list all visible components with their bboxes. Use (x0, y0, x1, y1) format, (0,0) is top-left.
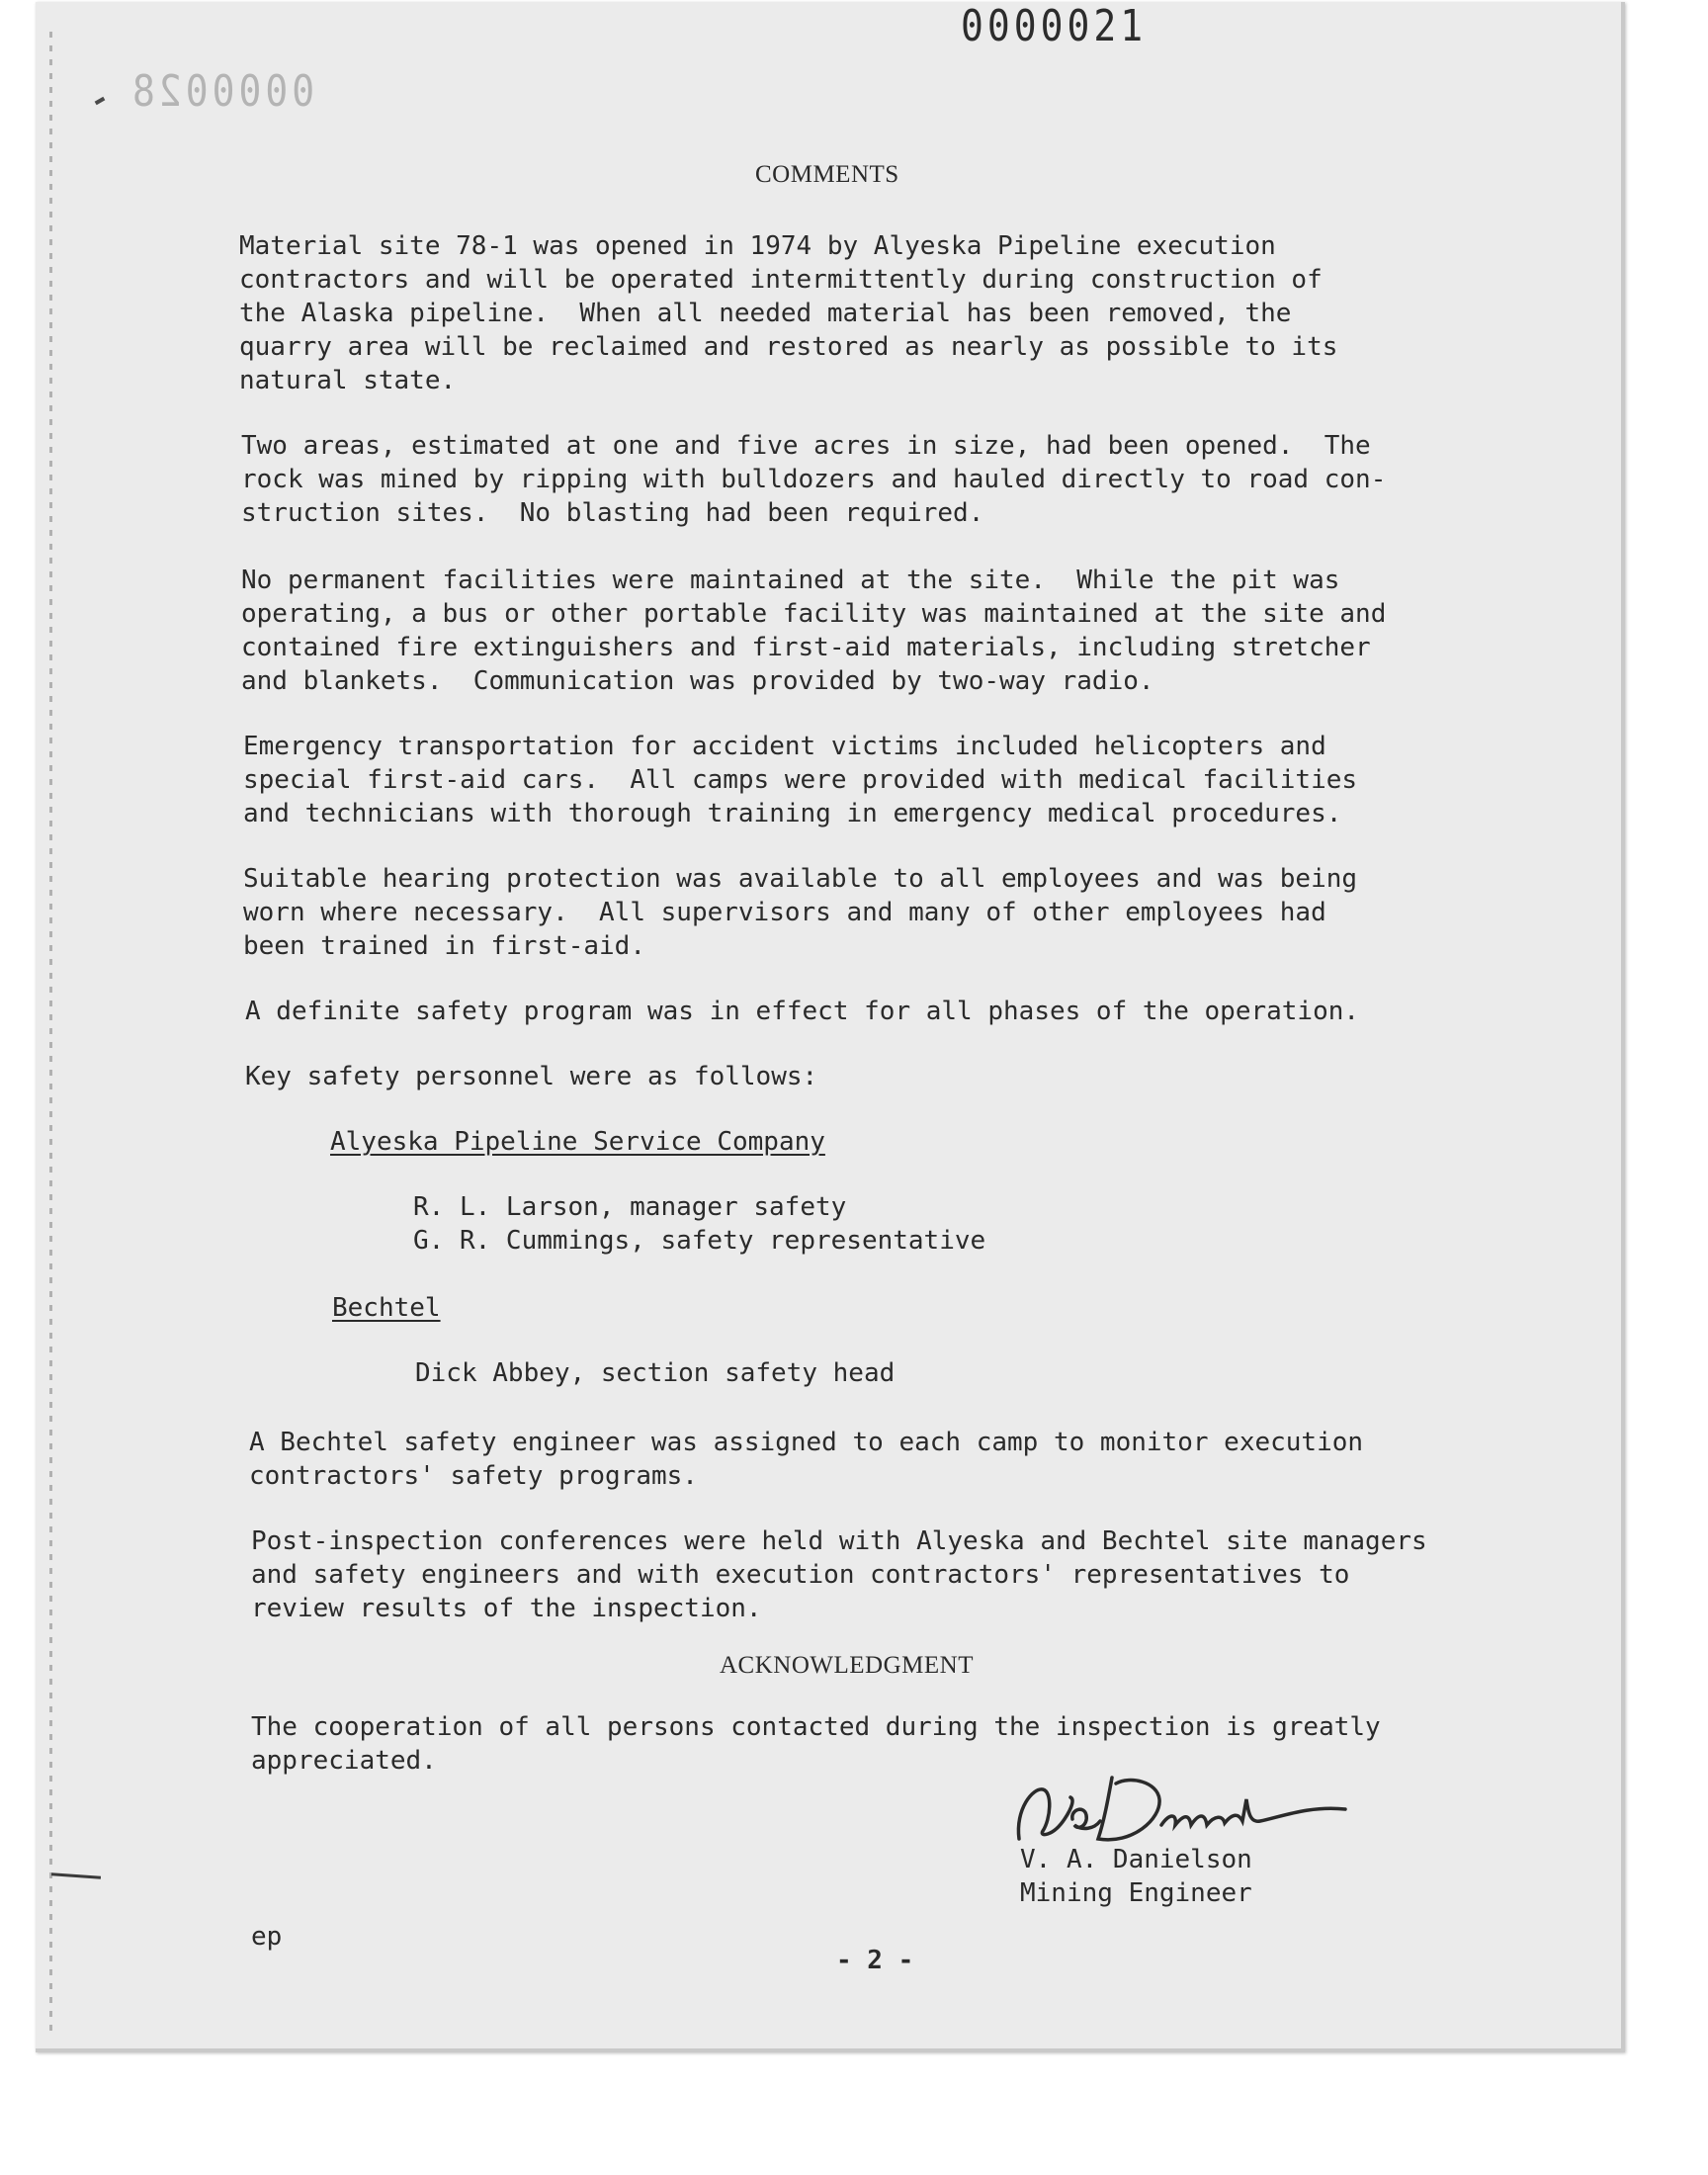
paragraph-3-line-3: contained fire extinguishers and first-aid materials, including stretcher (241, 633, 1371, 662)
bechtel-heading: Bechtel (332, 1293, 441, 1323)
paragraph-7: Key safety personnel were as follows: (245, 1062, 818, 1091)
paragraph-3-line-2: operating, a bus or other portable facility was maintained at the site and (241, 599, 1387, 629)
paragraph-4-line-1: Emergency transportation for accident victims included helicopters and (243, 732, 1326, 761)
document-number-stamp: 0000021 (961, 0, 1148, 51)
paragraph-1-line-2: contractors and will be operated intermittently during construction of (239, 265, 1323, 295)
alyeska-person-1: R. L. Larson, manager safety (413, 1192, 847, 1222)
paragraph-5-line-2: worn where necessary. All supervisors and many of other employees had (243, 898, 1326, 927)
paragraph-1-line-5: natural state. (239, 366, 457, 395)
paragraph-3-line-4: and blankets. Communication was provided by two-way radio. (241, 666, 1154, 696)
signer-name: V. A. Danielson (1020, 1845, 1252, 1874)
paragraph-1-line-4: quarry area will be reclaimed and restored as nearly as possible to its (239, 332, 1338, 362)
paragraph-5-line-3: been trained in first-aid. (243, 931, 645, 961)
page-number: - 2 - (836, 1946, 914, 1975)
typist-initials: ep (251, 1922, 283, 1952)
comments-heading: COMMENTS (755, 161, 899, 188)
paragraph-2-line-2: rock was mined by ripping with bulldozers and hauled directly to road con- (241, 465, 1387, 494)
acknowledgment-heading: ACKNOWLEDGMENT (720, 1652, 974, 1679)
bechtel-person-1: Dick Abbey, section safety head (415, 1358, 896, 1388)
paragraph-4-line-2: special first-aid cars. All camps were provided with medical facilities (243, 765, 1358, 795)
paragraph-4-line-3: and technicians with thorough training in emergency medical procedures. (243, 799, 1342, 828)
alyeska-person-2: G. R. Cummings, safety representative (413, 1226, 986, 1256)
paragraph-9-line-1: Post-inspection conferences were held with Alyeska and Bechtel site managers (251, 1526, 1427, 1556)
scan-edge-marks (49, 32, 52, 2039)
paragraph-9-line-2: and safety engineers and with execution contractors' representatives to (251, 1560, 1350, 1590)
signer-title: Mining Engineer (1020, 1878, 1252, 1908)
alyeska-heading: Alyeska Pipeline Service Company (330, 1127, 825, 1157)
acknowledgment-line-1: The cooperation of all persons contacted during the inspection is greatly (251, 1712, 1381, 1742)
paragraph-2-line-1: Two areas, estimated at one and five acres in size, had been opened. The (241, 431, 1371, 461)
paragraph-2-line-3: struction sites. No blasting had been required. (241, 498, 984, 528)
paragraph-3-line-1: No permanent facilities were maintained at the site. While the pit was (241, 566, 1340, 595)
handwritten-signature (1013, 1770, 1389, 1849)
paragraph-1-line-1: Material site 78-1 was opened in 1974 by Alyeska Pipeline execution (239, 231, 1276, 261)
paragraph-6: A definite safety program was in effect for all phases of the operation. (245, 997, 1360, 1026)
paragraph-9-line-3: review results of the inspection. (251, 1594, 762, 1623)
paragraph-8-line-1: A Bechtel safety engineer was assigned to each camp to monitor execution (249, 1428, 1364, 1457)
document-number-stamp-bleedthrough: 0000028 (128, 65, 315, 117)
paragraph-5-line-1: Suitable hearing protection was available to all employees and was being (243, 864, 1358, 894)
acknowledgment-line-2: appreciated. (251, 1746, 437, 1776)
paragraph-8-line-2: contractors' safety programs. (249, 1461, 698, 1491)
paragraph-1-line-3: the Alaska pipeline. When all needed material has been removed, the (239, 299, 1292, 328)
